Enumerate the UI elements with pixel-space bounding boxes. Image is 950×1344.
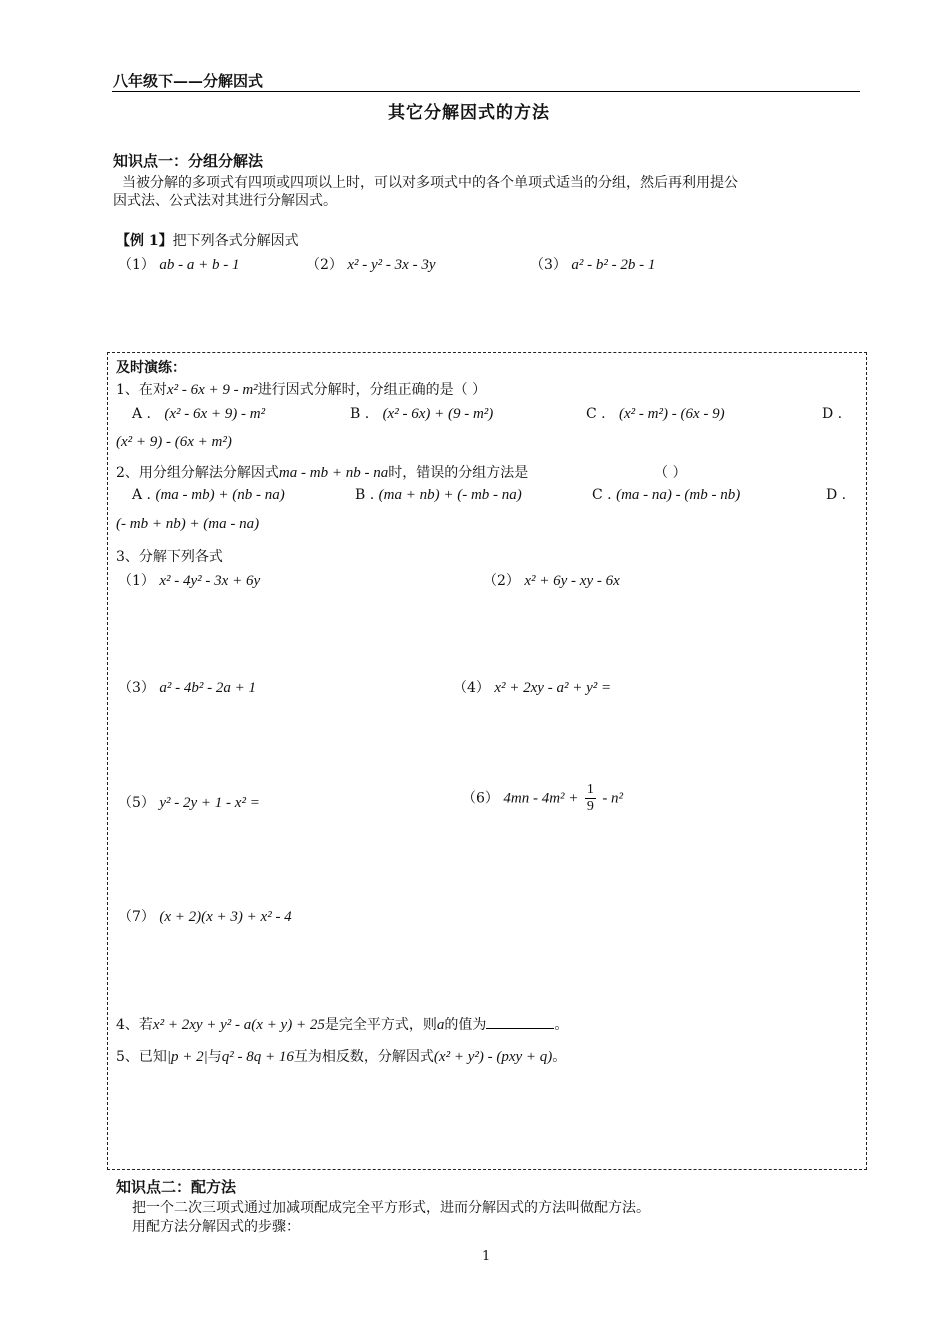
option-label: C .: [592, 487, 612, 503]
question-5-expression-1: |p + 2|: [166, 1049, 208, 1065]
question-2-stem-pre: 2、用分组分解法分解因式: [116, 465, 279, 481]
question-5-expression-3: (x² + y²) - (pxy + q): [433, 1049, 553, 1065]
item-number: （1）: [118, 573, 155, 589]
option-expression: (x² - m²) - (6x - 9): [618, 406, 725, 422]
item-expression: x² + 6y - xy - 6x: [524, 573, 620, 589]
question-1-stem: [116, 379, 486, 399]
option-label: A .: [132, 406, 152, 422]
question-4-text-2: 的值为: [444, 1017, 487, 1033]
item-number: （7）: [118, 909, 155, 925]
question-2-option-b: [355, 487, 522, 504]
question-5-expression-2: q² - 8q + 16: [221, 1049, 294, 1065]
option-label: A .: [132, 487, 152, 503]
practice-title: 及时演练：: [116, 360, 186, 376]
item-expression-tail: - n²: [602, 790, 624, 807]
question-3-item-1: [118, 570, 260, 590]
question-3-item-6: [462, 782, 623, 815]
option-label: B .: [355, 487, 375, 503]
item-number: （3）: [118, 680, 155, 696]
question-1-option-d-expression: (x² + 9) - (6x + m²): [116, 434, 232, 450]
question-3-item-4: [453, 677, 611, 697]
section2-line1: 把一个二次三项式通过加减项配成完全平方形式，进而分解因式的方法叫做配方法。: [132, 1200, 650, 1216]
item-number: （2）: [483, 573, 520, 589]
question-1-option-d-label: D .: [822, 406, 843, 422]
section2-title: 知识点二：配方法: [116, 1178, 237, 1196]
section2-line2: 用配方法分解因式的步骤：: [132, 1219, 300, 1235]
item-expression: (x + 2)(x + 3) + x² - 4: [159, 909, 292, 925]
option-expression: (ma - na) - (mb - nb): [616, 487, 741, 503]
question-1-expression: x² - 6x + 9 - m²: [166, 382, 258, 398]
question-3-stem: 3、分解下列各式: [116, 549, 223, 565]
example-label: 【例 1】: [116, 233, 173, 249]
question-4-variable: a: [436, 1017, 445, 1033]
option-expression: (ma + nb) + (- mb - na): [378, 487, 522, 503]
question-5-text: 与: [207, 1049, 222, 1065]
question-3-item-5: [118, 792, 260, 812]
page-title: 其它分解因式的方法: [388, 103, 550, 123]
option-expression: (x² - 6x + 9) - m²: [164, 406, 266, 422]
answer-blank[interactable]: [486, 1016, 554, 1029]
question-2-option-a: [132, 487, 285, 504]
header-rule: [112, 91, 860, 92]
item-number: （6）: [462, 790, 499, 807]
question-1-stem-pre: 1、在对: [116, 382, 167, 398]
example-text: 把下列各式分解因式: [172, 233, 299, 249]
example-item-number: （2）: [306, 257, 343, 273]
option-expression: (ma - mb) + (nb - na): [155, 487, 285, 503]
item-expression: 4mn - 4m² +: [503, 790, 579, 807]
question-3-item-2: [483, 570, 620, 590]
question-5-text-2: 互为相反数，分解因式: [293, 1049, 434, 1065]
example-item-number: （3）: [530, 257, 567, 273]
example-item-number: （1）: [118, 257, 155, 273]
item-expression: a² - 4b² - 2a + 1: [159, 680, 256, 696]
example-item-1: [118, 254, 240, 274]
question-3-item-7: [118, 906, 292, 926]
fraction-denominator: 9: [586, 799, 594, 814]
example-item-3: [530, 254, 655, 274]
question-1-stem-post: 进行因式分解时，分组正确的是（ ）: [257, 382, 487, 398]
question-2-option-d-label: D .: [826, 487, 847, 503]
question-2-option-d-expression: (- mb + nb) + (ma - na): [116, 516, 260, 532]
question-1-option-a: [132, 406, 265, 423]
question-4-text: 是完全平方式，则: [324, 1017, 437, 1033]
question-5-end: 。: [552, 1049, 567, 1065]
fraction: [585, 782, 596, 815]
example-item-2: [306, 254, 436, 274]
question-4-pre: 4、若: [116, 1017, 153, 1033]
question-5: [116, 1046, 566, 1066]
question-4: [116, 1014, 568, 1034]
question-4-expression: x² + 2xy + y² - a(x + y) + 25: [152, 1017, 325, 1033]
example-item-expression: a² - b² - 2b - 1: [571, 257, 656, 273]
question-2-option-c: [592, 487, 740, 504]
section1-title: 知识点一：分组分解法: [113, 152, 264, 170]
section1-intro-line1: 当被分解的多项式有四项或四项以上时，可以对多项式中的各个单项式适当的分组，然后再利用提公: [122, 175, 738, 191]
question-5-pre: 5、已知: [116, 1049, 167, 1065]
item-expression: x² - 4y² - 3x + 6y: [159, 573, 261, 589]
section1-intro-line2: 因式法、公式法对其进行分解因式。: [113, 193, 337, 209]
question-1-option-b: [350, 406, 493, 423]
question-3-item-3: [118, 677, 256, 697]
question-4-end: 。: [554, 1017, 569, 1033]
option-label: B .: [350, 406, 370, 422]
question-2-stem-post: 时，错误的分组方法是: [388, 465, 529, 481]
option-label: C .: [586, 406, 606, 422]
question-2-stem: [116, 462, 528, 482]
running-title: 八年级下——分解因式: [113, 72, 264, 90]
fraction-numerator: 1: [586, 782, 594, 797]
item-expression: y² - 2y + 1 - x² =: [159, 795, 260, 811]
question-2-expression: ma - mb + nb - na: [278, 465, 389, 481]
question-2-answer-paren: （ ）: [654, 465, 687, 481]
item-number: （4）: [453, 680, 490, 696]
item-expression: x² + 2xy - a² + y² =: [494, 680, 612, 696]
example-item-expression: ab - a + b - 1: [159, 257, 240, 273]
option-expression: (x² - 6x) + (9 - m²): [382, 406, 494, 422]
question-1-option-c: [586, 406, 725, 423]
item-number: （5）: [118, 795, 155, 811]
example-item-expression: x² - y² - 3x - 3y: [347, 257, 436, 273]
page-number: 1: [482, 1249, 491, 1264]
example-heading: [116, 230, 299, 250]
